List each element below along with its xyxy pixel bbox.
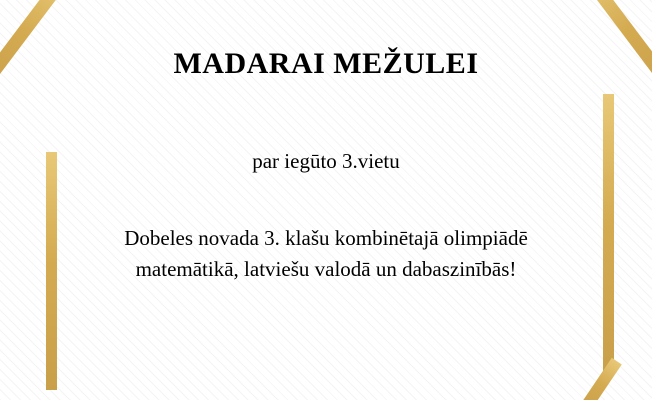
award-line: par iegūto 3.vietu <box>252 149 400 173</box>
award-description: Dobeles novada 3. klašu kombinētajā olimpiādē matemātikā, latviešu valodā un dabaszinībās! <box>124 226 528 281</box>
recipient-name: MADARAI MEŽULEI <box>173 47 479 80</box>
